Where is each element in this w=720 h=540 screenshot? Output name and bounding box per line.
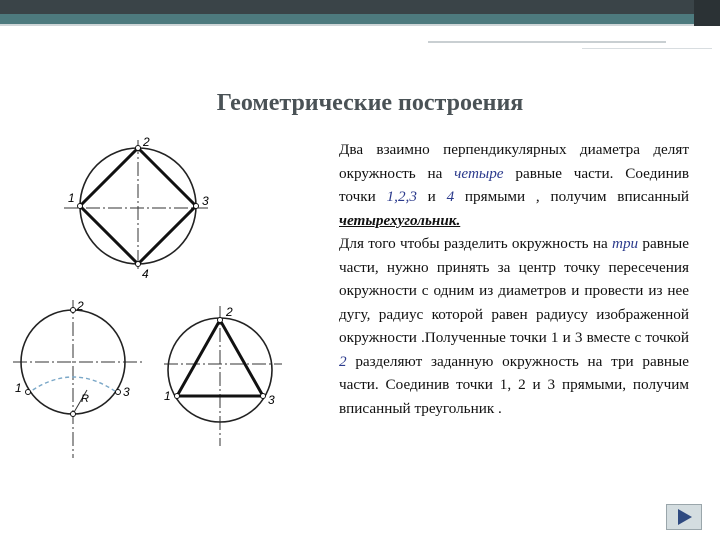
corner-block: [694, 0, 720, 26]
radius-label: R: [81, 393, 89, 405]
point-label: 2: [226, 305, 233, 319]
decorative-line: [582, 48, 712, 49]
accent-bar: [0, 14, 720, 24]
play-next-icon: [667, 505, 701, 529]
next-slide-button[interactable]: [666, 504, 702, 530]
inscribed-square-figure: [60, 130, 230, 280]
point-label: 1: [15, 381, 22, 395]
point-label: 3: [123, 385, 130, 399]
point-label: 3: [202, 194, 209, 208]
paragraph-triangle: Для того чтобы разделить окружность на три равные части, нужно принять за центр точку пересечения окружности с одним из диаметров и провести из нее дугу, радиус которой равен радиусу изображенной окружности .Полученные точки 1 и 3 вместе с точкой 2 разделяют заданную окружность на три равные части. Соединив точки 1, 2 и 3 прямыми, получим вписанный треугольник .: [339, 235, 690, 417]
arc-construction-figure: [5, 298, 155, 468]
slide-title: Геометрические построения: [216, 90, 524, 116]
slide-body: [339, 138, 689, 420]
point-label: 4: [142, 267, 149, 280]
paragraph-square: Два взаимно перпендикулярных диаметра делят окружность на четыре равные части. Соединив точки 1,2,3 и 4 прямыми , получим вписанный четырехугольник.: [339, 141, 689, 229]
divider-line: [0, 24, 720, 26]
decorative-line: [428, 41, 666, 43]
point-label: 1: [164, 389, 171, 403]
point-label: 2: [143, 135, 150, 149]
point-label: 1: [68, 191, 75, 205]
inscribed-triangle-figure: [158, 300, 293, 450]
point-label: 3: [268, 393, 275, 407]
top-bar: [0, 0, 720, 14]
point-label: 2: [77, 299, 84, 313]
